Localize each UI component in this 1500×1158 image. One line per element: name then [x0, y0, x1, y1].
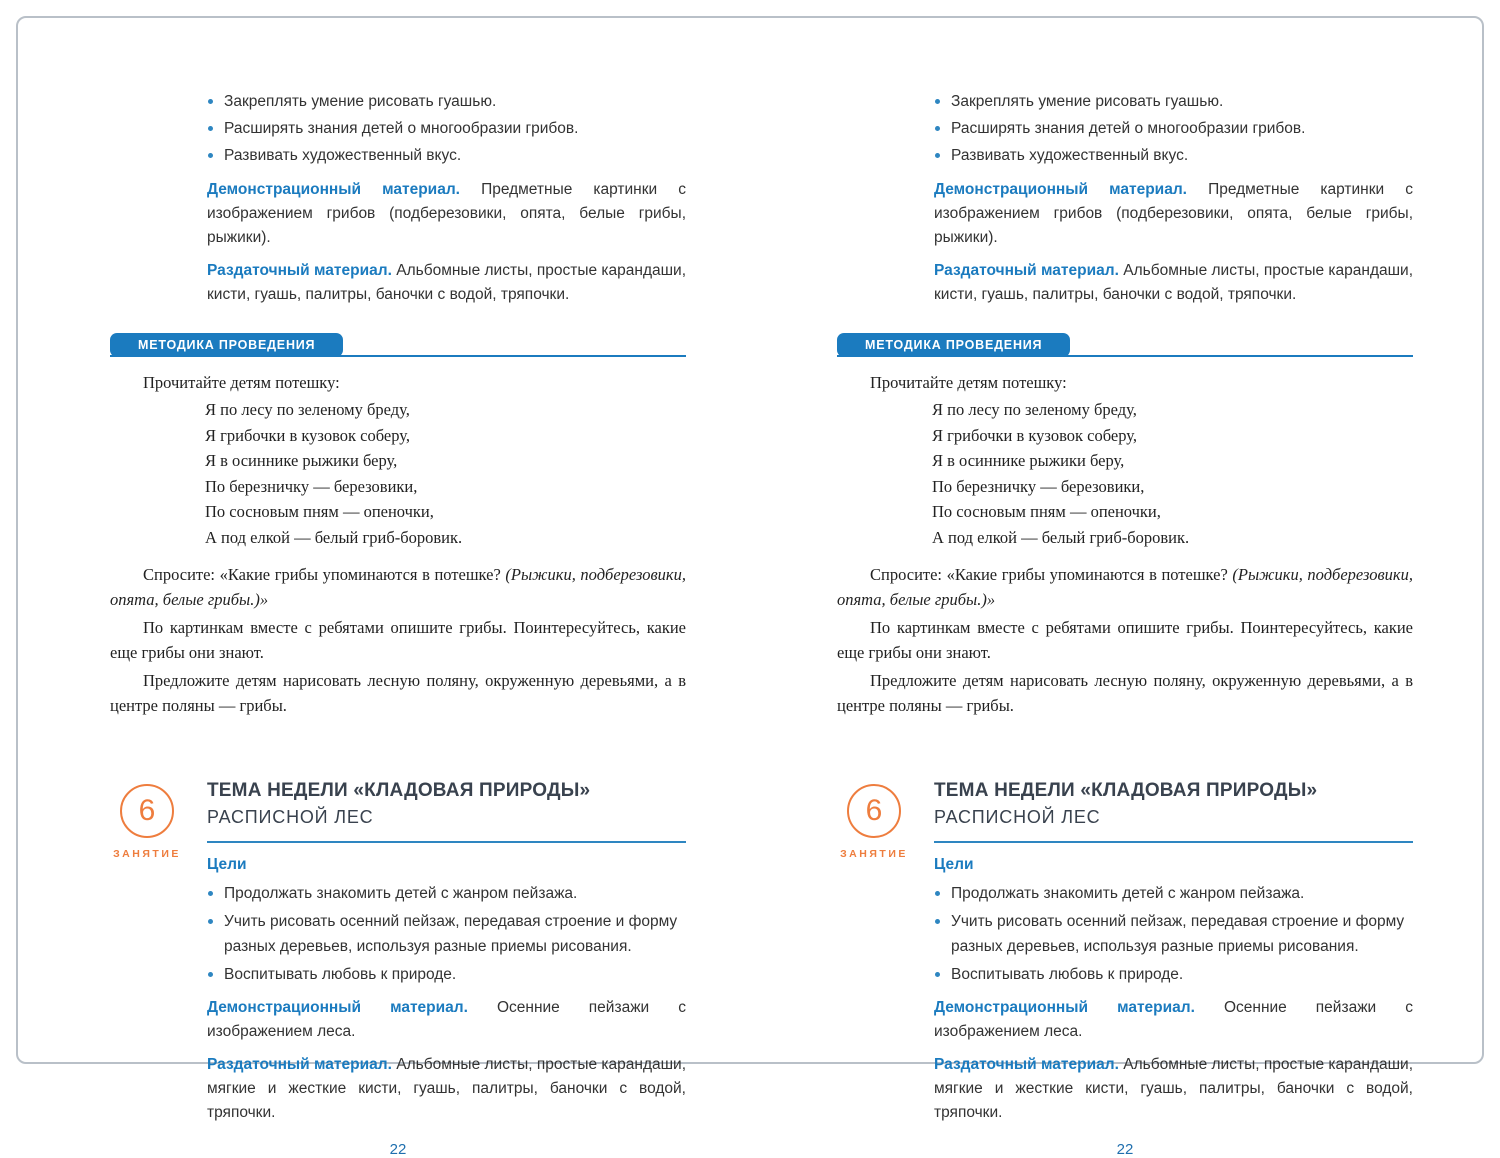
handout-material-text: Альбомные листы, простые карандаши, кисти, гуашь, палитры, баночки с водой, тряпочки.	[934, 262, 1414, 303]
draw-paragraph: Предложите детям нарисовать лесную поляну, окруженную деревьями, а в центре поляны — грибы.	[110, 671, 686, 715]
demo-material-label: Демонстрационный материал.	[934, 999, 1195, 1016]
describe-paragraph: По картинкам вместе с ребятами опишите грибы. Поинтересуйтесь, какие еще грибы они знают.	[837, 618, 1413, 662]
bullet-dot-icon	[208, 972, 213, 977]
bullet-dot-icon	[935, 153, 940, 158]
lesson-title-block	[207, 778, 686, 843]
poem-line: По березничку — березовики,	[205, 476, 418, 496]
bullet-dot-icon	[208, 919, 213, 924]
lesson-number-circle	[847, 784, 901, 838]
handout-material-text: Альбомные листы, простые карандаши, кисти, гуашь, палитры, баночки с водой, тряпочки.	[207, 262, 687, 303]
lesson-number-badge	[837, 784, 911, 860]
handout-material-label: Раздаточный материал.	[934, 262, 1119, 279]
lesson-title-line1: ТЕМА НЕДЕЛИ «КЛАДОВАЯ ПРИРОДЫ»	[207, 780, 591, 801]
handout-material-label: Раздаточный материал.	[934, 1056, 1119, 1073]
ask-question-text: Спросите: «Какие грибы упоминаются в потешке?	[870, 565, 1233, 584]
lesson5-continuation-block	[934, 88, 1413, 307]
bullet-item	[207, 142, 686, 169]
intro-bullet-list	[934, 88, 1413, 169]
bullet-item	[207, 959, 686, 987]
demo-material-paragraph	[207, 996, 686, 1044]
method-section-header	[837, 333, 1413, 357]
handout-material-paragraph	[934, 1053, 1413, 1125]
bullet-dot-icon	[935, 99, 940, 104]
ask-paragraph	[110, 562, 686, 612]
page-number: 22	[1116, 1141, 1134, 1158]
bullet-text: Развивать художественный вкус.	[224, 147, 462, 164]
ask-answer-text: (Рыжики, подберезовики, опята, белые грибы.)»	[837, 565, 1413, 609]
bullet-text: Расширять знания детей о многообразии грибов.	[224, 120, 579, 137]
lesson-section-body	[207, 778, 686, 1125]
bullet-dot-icon	[208, 891, 213, 896]
bullet-text: Развивать художественный вкус.	[951, 147, 1189, 164]
handout-material-label: Раздаточный материал.	[207, 1056, 392, 1073]
bullet-dot-icon	[935, 891, 940, 896]
intro-bullet-list	[207, 88, 686, 169]
bullet-item	[207, 115, 686, 142]
demo-material-paragraph	[934, 178, 1413, 250]
goals-heading: Цели	[934, 856, 974, 873]
poem-line: Я по лесу по зеленому бреду,	[932, 400, 1137, 419]
handout-material-label: Раздаточный материал.	[207, 262, 392, 279]
poem-line: Я грибочки в кузовок соберу,	[205, 425, 410, 445]
handout-material-text: Альбомные листы, простые карандаши, мягкие и жесткие кисти, гуашь, палитры, баночки с водой, тряпочки.	[207, 1056, 687, 1121]
poem-block	[205, 397, 686, 550]
lesson-section-body	[934, 778, 1413, 1125]
lesson-6-section	[837, 778, 1413, 1125]
poem-line: По березничку — березовики,	[932, 476, 1145, 496]
bullet-item	[207, 88, 686, 115]
lesson-6-section	[110, 778, 686, 1125]
lesson-number: 6	[138, 794, 156, 827]
page-column	[837, 88, 1413, 1158]
lesson-number-badge	[110, 784, 184, 860]
lesson-title-block	[934, 778, 1413, 843]
bullet-text: Закреплять умение рисовать гуашью.	[951, 93, 1224, 110]
goals-bullet-list	[934, 878, 1413, 987]
poem-line: А под елкой — белый гриб-боровик.	[932, 527, 1190, 547]
demo-material-label: Демонстрационный материал.	[934, 181, 1187, 198]
poem-block	[932, 397, 1413, 550]
ask-answer-text: (Рыжики, подберезовики, опята, белые грибы.)»	[110, 565, 686, 609]
bullet-text: Воспитывать любовь к природе.	[224, 966, 457, 983]
demo-material-text: Осенние пейзажи с изображением леса.	[207, 999, 686, 1040]
bullet-text: Продолжать знакомить детей с жанром пейзажа.	[951, 885, 1305, 902]
bullet-item	[934, 878, 1413, 906]
goals-bullet-list	[207, 878, 686, 987]
demo-material-label: Демонстрационный материал.	[207, 999, 468, 1016]
poem-line: По сосновым пням — опеночки,	[932, 502, 1161, 521]
poem-line: По сосновым пням — опеночки,	[205, 502, 434, 521]
bullet-text: Учить рисовать осенний пейзаж, передавая строение и форму разных деревьев, используя разные приемы рисования.	[951, 913, 1405, 955]
goals-heading: Цели	[207, 856, 247, 873]
bullet-item	[934, 115, 1413, 142]
lesson-label: ЗАНЯТИЕ	[113, 848, 181, 860]
poem-line: Я грибочки в кузовок соберу,	[932, 425, 1137, 445]
method-section-header	[110, 333, 686, 357]
bullet-item	[934, 142, 1413, 169]
poem-line: Я в осиннике рыжики беру,	[932, 451, 1125, 470]
handout-material-paragraph	[207, 1053, 686, 1125]
method-intro-paragraph: Прочитайте детям потешку:	[143, 373, 340, 392]
demo-material-paragraph	[207, 178, 686, 250]
demo-material-text: Осенние пейзажи с изображением леса.	[934, 999, 1413, 1040]
bullet-dot-icon	[208, 99, 213, 104]
bullet-item	[934, 88, 1413, 115]
ask-paragraph	[837, 562, 1413, 612]
draw-paragraph: Предложите детям нарисовать лесную поляну, окруженную деревьями, а в центре поляны — грибы.	[837, 671, 1413, 715]
bullet-text: Закреплять умение рисовать гуашью.	[224, 93, 497, 110]
lesson-number: 6	[865, 794, 883, 827]
describe-paragraph: По картинкам вместе с ребятами опишите грибы. Поинтересуйтесь, какие еще грибы они знают.	[110, 618, 686, 662]
method-badge: МЕТОДИКА ПРОВЕДЕНИЯ	[837, 333, 1070, 357]
bullet-item	[207, 906, 686, 959]
handout-material-paragraph	[934, 259, 1413, 307]
demo-material-label: Демонстрационный материал.	[207, 181, 460, 198]
bullet-text: Продолжать знакомить детей с жанром пейзажа.	[224, 885, 578, 902]
demo-material-text: Предметные картинки с изображением грибов (подберезовики, опята, белые грибы, рыжики).	[207, 181, 686, 246]
page-column	[110, 88, 686, 1158]
bullet-dot-icon	[935, 919, 940, 924]
method-intro-paragraph: Прочитайте детям потешку:	[870, 373, 1067, 392]
handout-material-paragraph	[207, 259, 686, 307]
demo-material-text: Предметные картинки с изображением грибов (подберезовики, опята, белые грибы, рыжики).	[934, 181, 1413, 246]
lesson-title-line2: РАСПИСНОЙ ЛЕС	[934, 807, 1101, 827]
ask-question-text: Спросите: «Какие грибы упоминаются в потешке?	[143, 565, 506, 584]
poem-line: Я в осиннике рыжики беру,	[205, 451, 398, 470]
demo-material-paragraph	[934, 996, 1413, 1044]
bullet-text: Учить рисовать осенний пейзаж, передавая строение и форму разных деревьев, используя разные приемы рисования.	[224, 913, 678, 955]
bullet-dot-icon	[935, 126, 940, 131]
bullet-item	[934, 906, 1413, 959]
method-badge: МЕТОДИКА ПРОВЕДЕНИЯ	[110, 333, 343, 357]
poem-line: А под елкой — белый гриб-боровик.	[205, 527, 463, 547]
lesson-title-line1: ТЕМА НЕДЕЛИ «КЛАДОВАЯ ПРИРОДЫ»	[934, 780, 1318, 801]
bullet-item	[934, 959, 1413, 987]
bullet-item	[207, 878, 686, 906]
bullet-dot-icon	[208, 153, 213, 158]
page-number: 22	[389, 1141, 407, 1158]
lesson-label: ЗАНЯТИЕ	[840, 848, 908, 860]
bullet-text: Расширять знания детей о многообразии грибов.	[951, 120, 1306, 137]
lesson-title-line2: РАСПИСНОЙ ЛЕС	[207, 807, 374, 827]
lesson5-continuation-block	[207, 88, 686, 307]
handout-material-text: Альбомные листы, простые карандаши, мягкие и жесткие кисти, гуашь, палитры, баночки с водой, тряпочки.	[934, 1056, 1414, 1121]
lesson-number-circle	[120, 784, 174, 838]
bullet-dot-icon	[935, 972, 940, 977]
bullet-dot-icon	[208, 126, 213, 131]
poem-line: Я по лесу по зеленому бреду,	[205, 400, 410, 419]
bullet-text: Воспитывать любовь к природе.	[951, 966, 1184, 983]
